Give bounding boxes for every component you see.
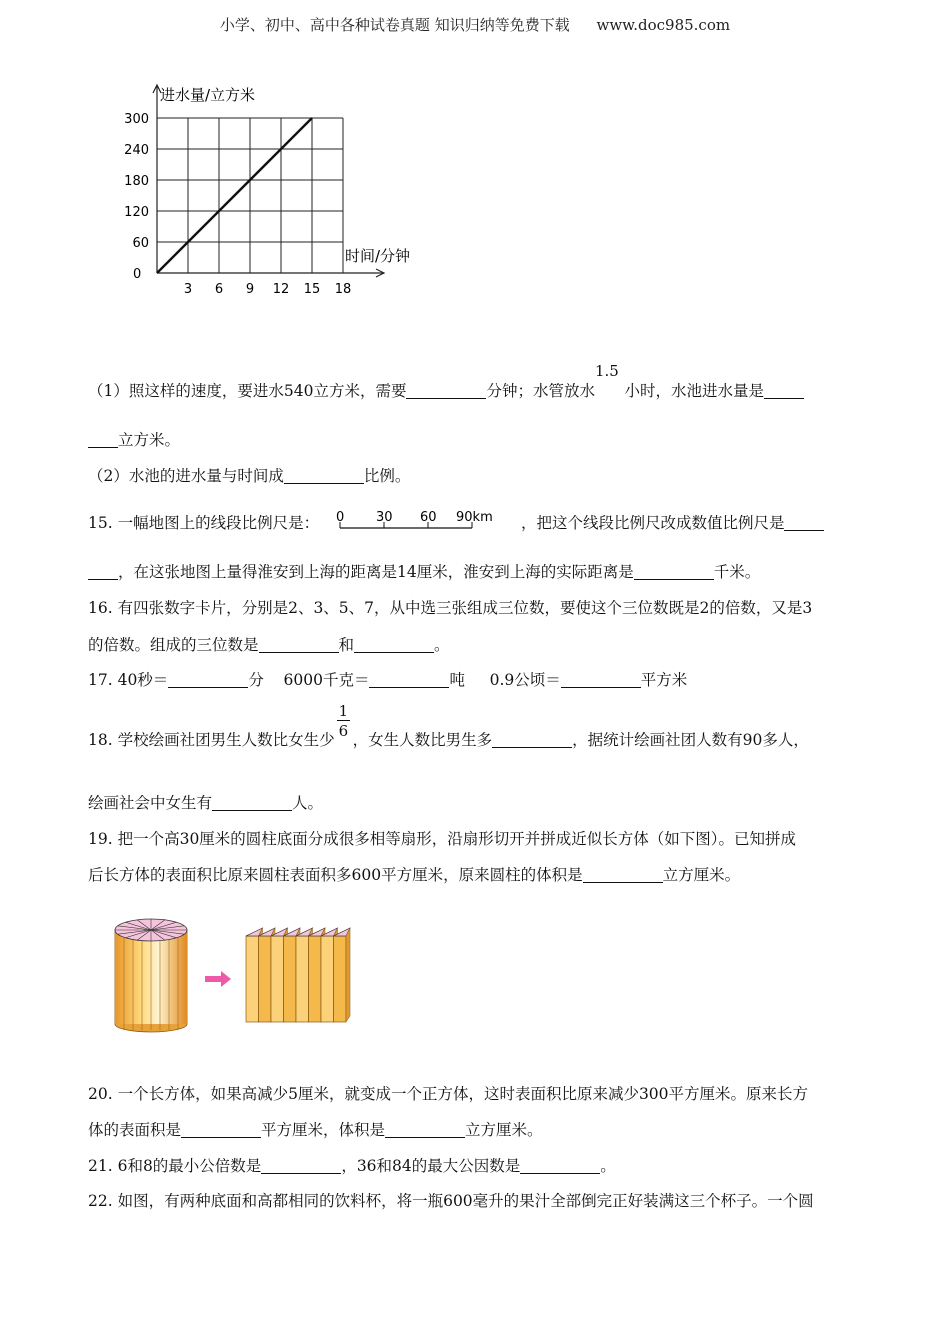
answer-blank[interactable]: [181, 1122, 261, 1138]
q16-line1: 16. 有四张数字卡片，分别是2、3、5、7，从中选三张组成三位数，要使这个三位数既是2的倍数，又是3: [88, 599, 813, 617]
chart-axes: [124, 85, 410, 297]
answer-blank[interactable]: [385, 1122, 465, 1138]
chart-grid: [157, 118, 343, 273]
y-tick-label: 180: [124, 174, 149, 189]
fraction-numerator: 1: [338, 702, 349, 720]
fraction-bar: [337, 720, 350, 721]
answer-blank[interactable]: [561, 672, 641, 688]
q17-text-a: 17. 40秒＝: [88, 671, 169, 689]
q18-text-c: ，据统计绘画社团人数有90多人，: [572, 731, 809, 749]
x-tick-label: 15: [303, 282, 321, 297]
header-title: 小学、初中、高中各种试卷真题 知识归纳等免费下载: [219, 16, 570, 34]
origin-label: 0: [133, 267, 142, 282]
scale-label-90km: 90km: [456, 510, 493, 525]
x-axis-label: 时间/分钟: [345, 247, 411, 265]
q21-text-a: 21. 6和8的最小公倍数是: [88, 1157, 262, 1175]
q14-part1-line2: [88, 428, 180, 450]
q20-text-a: 体的表面积是: [88, 1121, 182, 1139]
answer-blank[interactable]: [406, 383, 486, 399]
answer-blank[interactable]: [369, 672, 449, 688]
q21-text-b: ，36和84的最大公因数是: [341, 1157, 521, 1175]
q16-text-a: 的倍数。组成的三位数是: [88, 636, 259, 654]
q18-line2: [88, 791, 323, 813]
q18-text-e: 人。: [292, 794, 324, 812]
fraction-denominator: 6: [338, 722, 349, 740]
q14-part1-line1: [88, 362, 804, 401]
cuboid-strip: [334, 936, 347, 1022]
q18-text-a: 18. 学校绘画社团男生人数比女生少: [88, 731, 335, 749]
q14-fraction-value: 1.5: [594, 362, 619, 380]
q16-line2: [88, 633, 450, 655]
q17-text-b: 分 6000千克＝: [248, 671, 370, 689]
q17-text-d: 平方米: [640, 671, 688, 689]
q16-text-c: 。: [434, 636, 450, 654]
q14-fraction: [594, 362, 625, 400]
y-tick-label: 60: [132, 236, 149, 251]
answer-blank[interactable]: [492, 732, 572, 748]
cylinder-top-sectors: [115, 919, 187, 941]
q19-text-b: 立方厘米。: [662, 866, 741, 884]
x-tick-label: 12: [272, 282, 290, 297]
approximate-cuboid: [246, 928, 350, 1022]
x-tick-label: 18: [334, 282, 352, 297]
q18-fraction: [337, 702, 351, 745]
line-scale-bar: [332, 510, 512, 536]
x-tick-label: 9: [245, 282, 255, 297]
q20-line2: [88, 1118, 543, 1140]
cuboid-strip: [321, 936, 334, 1022]
cuboid-strip: [246, 936, 259, 1022]
answer-blank[interactable]: [212, 795, 292, 811]
answer-blank[interactable]: [764, 383, 804, 399]
q14-p2-text-a: （2）水池的进水量与时间成: [88, 467, 284, 485]
q15-line1: [88, 510, 824, 536]
x-tick-label: 6: [214, 282, 224, 297]
q17-line: [88, 668, 687, 690]
q14-p1-text-d: 立方米。: [118, 431, 181, 449]
cuboid-strip: [284, 936, 297, 1022]
cylinder-to-cuboid-figure: [108, 910, 358, 1035]
y-tick-label: 240: [124, 143, 149, 158]
answer-blank[interactable]: [168, 672, 248, 688]
y-tick-label: 300: [124, 112, 149, 127]
q20-line1: 20. 一个长方体，如果高减少5厘米，就变成一个正方体，这时表面积比原来减少300平方厘米。原来长方: [88, 1085, 809, 1103]
q15-text-b: ，把这个线段比例尺改成数值比例尺是: [520, 514, 785, 532]
q17-text-c: 吨 0.9公顷＝: [449, 671, 561, 689]
arrow-icon: [205, 971, 231, 987]
cuboid-side-strip: [346, 928, 350, 1022]
cuboid-strip: [309, 936, 322, 1022]
q16-text-b: 和: [338, 636, 355, 654]
answer-blank[interactable]: [88, 432, 118, 448]
q21-text-c: 。: [600, 1157, 616, 1175]
cuboid-strip: [296, 936, 309, 1022]
q18-line1: [88, 702, 809, 750]
q20-text-c: 立方厘米。: [465, 1121, 543, 1139]
answer-blank[interactable]: [784, 515, 824, 531]
answer-blank[interactable]: [284, 468, 364, 484]
y-tick-label: 120: [124, 205, 149, 220]
scale-label-60: 60: [420, 510, 437, 525]
scale-label-0: 0: [336, 510, 345, 525]
q15-text-c: ，在这张地图上量得淮安到上海的距离是14厘米，淮安到上海的实际距离是: [118, 563, 634, 581]
q14-p1-text-a: （1）照这样的速度，要进水540立方米，需要: [88, 382, 407, 400]
series-line: [157, 118, 312, 273]
x-tick-label: 3: [183, 282, 193, 297]
q18-text-b: ，女生人数比男生多: [352, 731, 493, 749]
q15-text-a: 15. 一幅地图上的线段比例尺是：: [88, 514, 320, 532]
q19-line2: [88, 863, 740, 885]
answer-blank[interactable]: [583, 867, 663, 883]
answer-blank[interactable]: [520, 1158, 600, 1174]
q20-text-b: 平方厘米，体积是: [261, 1121, 386, 1139]
q19-text-a: 后长方体的表面积比原来圆柱表面积多600平方厘米，原来圆柱的体积是: [88, 866, 583, 884]
answer-blank[interactable]: [259, 637, 339, 653]
answer-blank[interactable]: [261, 1158, 341, 1174]
answer-blank[interactable]: [354, 637, 434, 653]
q14-p2-text-b: 比例。: [363, 467, 411, 485]
q14-p1-text-c: 小时，水池进水量是: [624, 382, 765, 400]
q15-text-d: 千米。: [713, 563, 761, 581]
answer-blank[interactable]: [88, 564, 118, 580]
page-header: [0, 14, 950, 35]
y-axis-label: 进水量/立方米: [160, 86, 256, 104]
header-url: www.doc985.com: [596, 16, 731, 34]
q22-line1: 22. 如图，有两种底面和高都相同的饮料杯，将一瓶600毫升的果汁全部倒完正好装满这三个杯子。一个圆: [88, 1192, 814, 1210]
cylinder: [115, 919, 187, 1032]
q21-line: [88, 1154, 616, 1176]
q15-line2: [88, 560, 760, 582]
answer-blank[interactable]: [634, 564, 714, 580]
q18-text-d: 绘画社会中女生有: [88, 794, 213, 812]
chart-marks: [157, 118, 312, 273]
scale-label-30: 30: [376, 510, 393, 525]
q19-line1: 19. 把一个高30厘米的圆柱底面分成很多相等扇形，沿扇形切开并拼成近似长方体（如下图）。已知拼成: [88, 830, 797, 848]
q14-part2: [88, 464, 410, 486]
cuboid-strip: [271, 936, 284, 1022]
q14-p1-text-b: 分钟；水管放水: [486, 382, 595, 400]
cuboid-strip: [259, 936, 272, 1022]
water-inflow-chart: [110, 78, 440, 303]
